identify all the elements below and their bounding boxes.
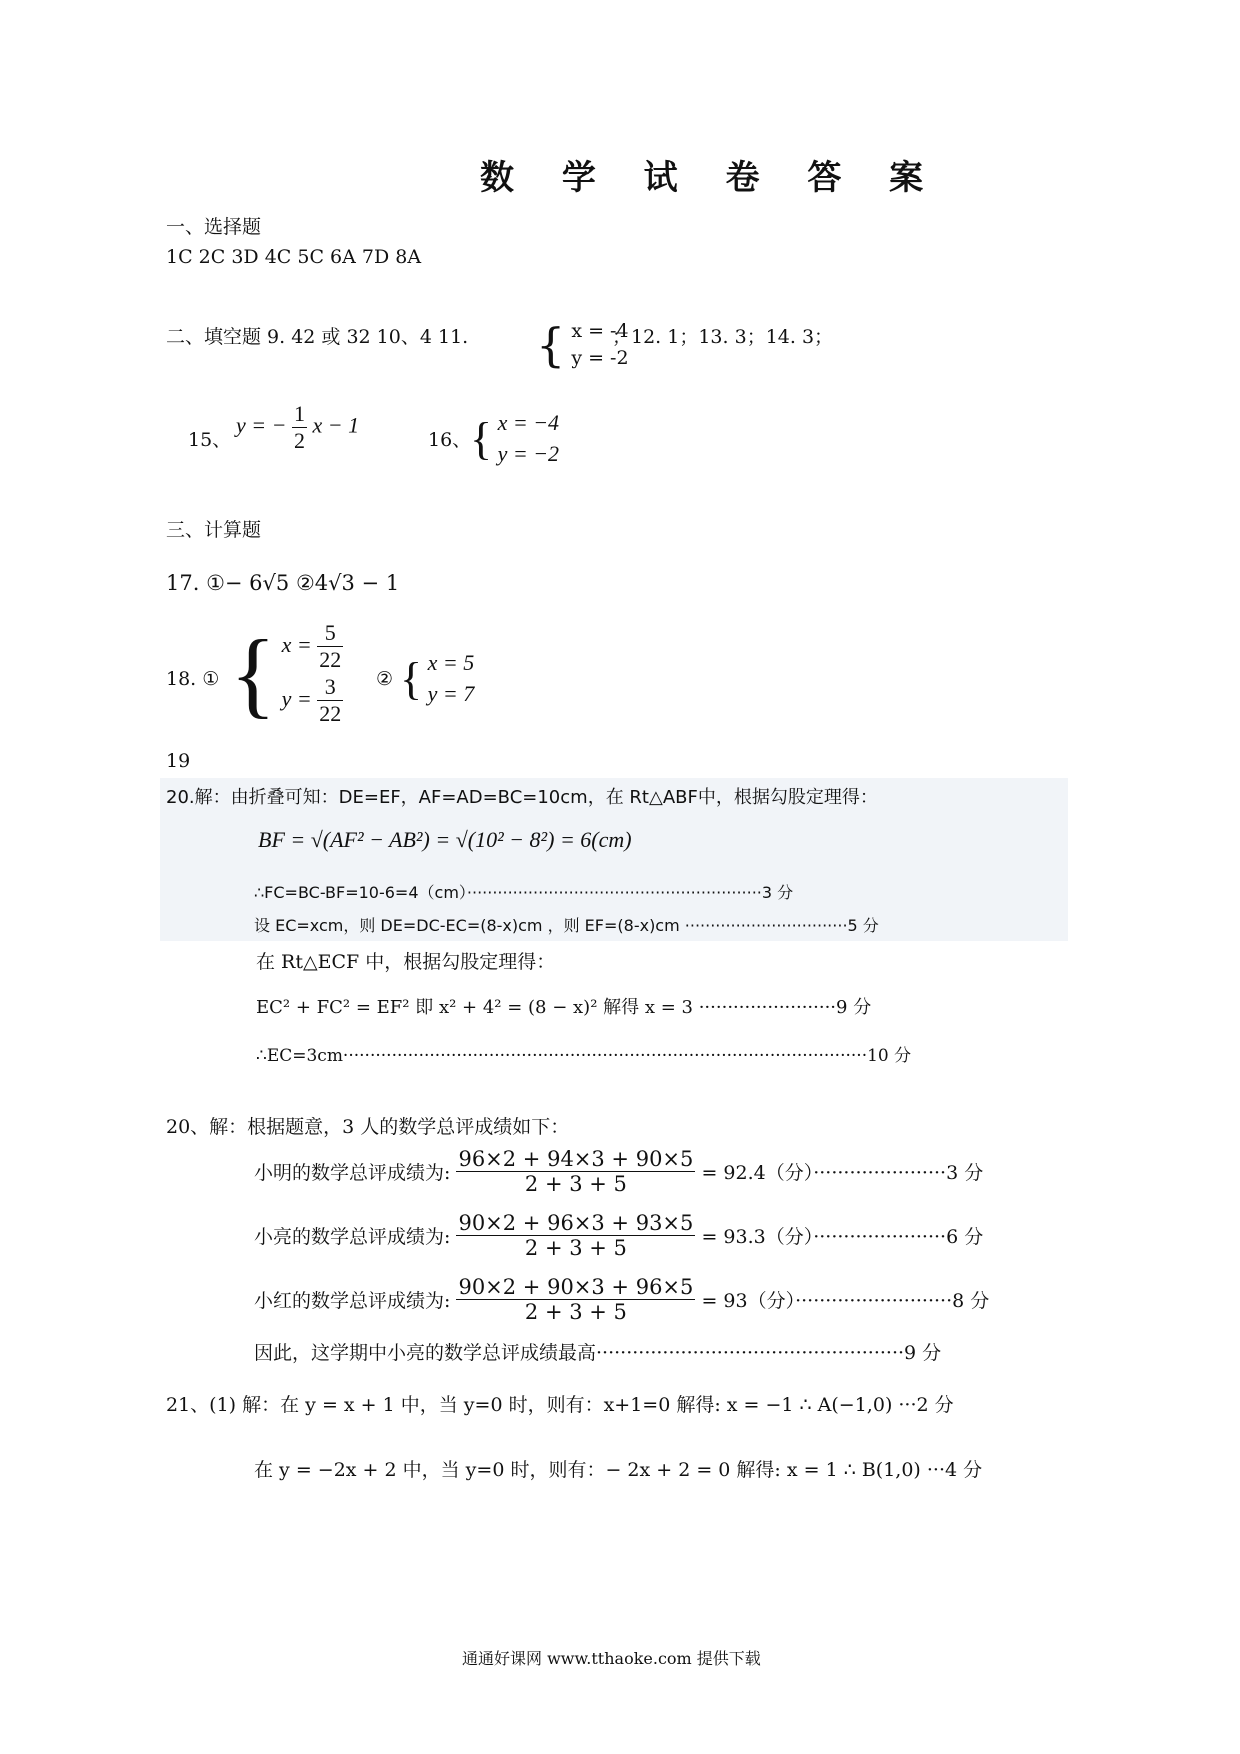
score-result: = 92.4（分）······················3 分	[701, 1162, 984, 1184]
q15-lhs: y = −	[236, 412, 287, 438]
q18-x-den: 22	[319, 647, 342, 673]
brace-icon: {	[230, 619, 277, 727]
p21-line-1: 21、(1) 解：在 y = x + 1 中，当 y=0 时，则有：x+1=0 解得: x = −1 ∴ A(−1,0) ···2 分	[166, 1394, 954, 1416]
score-num: 90×2 + 96×3 + 93×5	[458, 1211, 694, 1235]
q16-label: 16、	[428, 429, 472, 451]
brace-icon: {	[400, 652, 423, 704]
q18-label: 18. ①	[166, 668, 220, 690]
score-fraction	[456, 1147, 695, 1196]
q18-system-1	[230, 620, 343, 728]
score-result: = 93（分）··························8 分	[701, 1290, 990, 1312]
q17-answer: 17. ①− 6√5 ②4√3 − 1	[166, 571, 400, 595]
q15-num: 1	[293, 401, 305, 426]
score-den: 2 + 3 + 5	[524, 1172, 627, 1196]
score-fraction	[456, 1211, 695, 1260]
p20a-line-4: 设 EC=xcm，则 DE=DC-EC=(8-x)cm ，则 EF=(8-x)cm ································5 分	[254, 916, 879, 935]
section-calc-heading: 三、计算题	[166, 519, 262, 541]
section-choice-heading: 一、选择题	[166, 216, 262, 238]
p20a-line-1: 20.解：由折叠可知：DE=EF，AF=AD=BC=10cm，在 Rt△ABF中，根据勾股定理得：	[166, 787, 878, 808]
q18-x-num: 5	[317, 620, 343, 647]
score-den: 2 + 3 + 5	[524, 1300, 627, 1324]
p20b-heading: 20、解：根据题意，3 人的数学总评成绩如下：	[166, 1116, 570, 1138]
p20a-line-5: 在 Rt△ECF 中，根据勾股定理得：	[256, 951, 556, 973]
q18-part2-label: ②	[376, 668, 394, 690]
score-label: 小亮的数学总评成绩为:	[254, 1226, 451, 1248]
fill-in-heading-line	[166, 322, 468, 349]
score-result: = 93.3（分）······················6 分	[701, 1226, 984, 1248]
score-row	[254, 1275, 989, 1324]
score-den: 2 + 3 + 5	[524, 1236, 627, 1260]
fill-in-tail: ；12. 1；13. 3；14. 3；	[612, 326, 834, 348]
q15-formula	[236, 401, 359, 454]
p21-line-2: 在 y = −2x + 2 中，当 y=0 时，则有：− 2x + 2 = 0 解得: x = 1 ∴ B(1,0) ···4 分	[254, 1459, 983, 1481]
score-row	[254, 1147, 983, 1196]
q16-x: x = −4	[497, 410, 560, 435]
score-row	[254, 1211, 983, 1260]
score-label: 小明的数学总评成绩为:	[254, 1162, 451, 1184]
q18-y-num: 3	[317, 674, 343, 701]
q18-2-y: y = 7	[427, 680, 475, 706]
q15-label: 15、	[188, 429, 232, 451]
fill-in-prefix: 二、填空题 9. 42 或 32 10、4 11.	[166, 326, 469, 348]
score-num: 96×2 + 94×3 + 90×5	[458, 1147, 694, 1171]
score-num: 90×2 + 90×3 + 96×5	[458, 1275, 694, 1299]
q18-x-fraction	[317, 620, 343, 674]
choice-answers: 1C 2C 3D 4C 5C 6A 7D 8A	[166, 246, 422, 268]
p20b-conclusion: 因此，这学期中小亮的数学总评成绩最高···················································9 分	[254, 1342, 942, 1364]
q16-system	[470, 408, 559, 470]
score-label: 小红的数学总评成绩为:	[254, 1290, 451, 1312]
q11-y: y = -2	[571, 346, 629, 369]
q15-den: 2	[293, 428, 305, 453]
q18-y-den: 22	[319, 701, 342, 727]
p20a-line-3: ∴FC=BC-BF=10-6=4（cm）··························································3 分	[254, 883, 794, 902]
q18-system-2	[400, 648, 474, 710]
footer-source: 通通好课网 www.tthaoke.com 提供下载	[462, 1649, 761, 1668]
q18-y-fraction	[317, 674, 343, 728]
p20a-line-7: ∴EC=3cm·································································································10 分	[256, 1046, 912, 1066]
q15-fraction	[292, 401, 307, 454]
brace-icon: {	[536, 317, 566, 372]
score-fraction	[456, 1275, 695, 1324]
q11-x: x = -4	[571, 320, 629, 342]
q15-rhs: x − 1	[312, 412, 360, 438]
p20a-line-2: BF = √(AF² − AB²) = √(10² − 8²) = 6(cm)	[258, 827, 632, 852]
q16-y: y = −2	[497, 440, 560, 466]
p20a-line-6: EC² + FC² = EF² 即 x² + 4² = (8 − x)² 解得 x = 3 ························9 分	[256, 997, 872, 1018]
q18-2-x: x = 5	[427, 650, 475, 675]
q18-y-lhs: y =	[281, 685, 312, 711]
q19-label: 19	[166, 750, 191, 772]
q18-x-lhs: x =	[281, 631, 312, 657]
page-title: 数 学 试 卷 答 案	[480, 158, 942, 198]
brace-icon: {	[470, 412, 493, 464]
